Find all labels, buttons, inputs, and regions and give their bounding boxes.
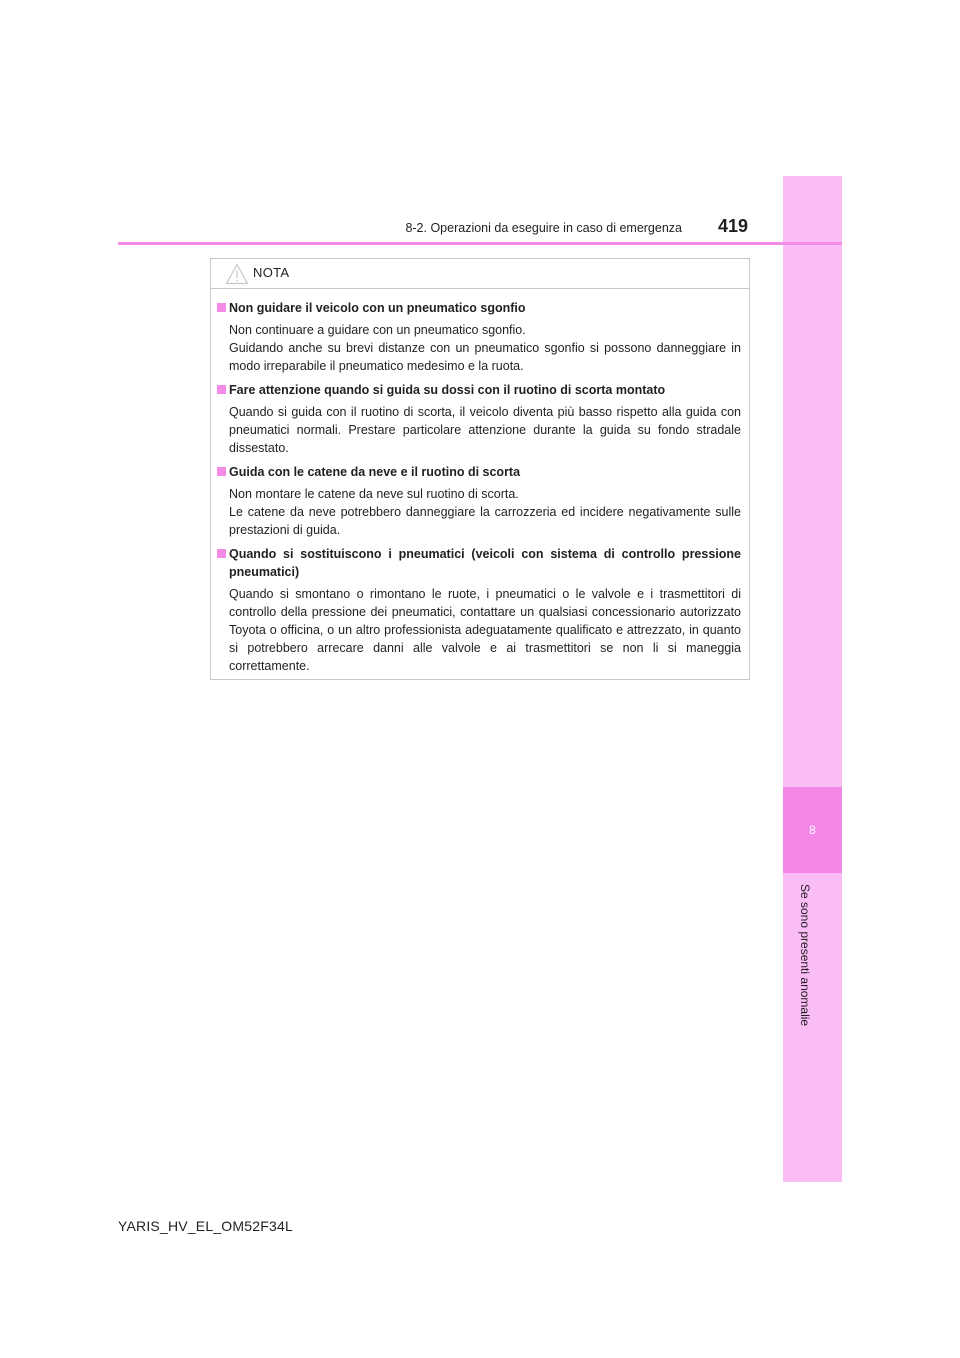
note-header <box>211 259 749 289</box>
chapter-label: Se sono presenti anomalie <box>798 884 812 1027</box>
chapter-number: 8 <box>809 823 816 837</box>
note-body <box>211 289 749 675</box>
square-bullet-icon <box>217 303 226 312</box>
square-bullet-icon <box>217 549 226 558</box>
note-item-heading: Fare attenzione quando si guida su dossi con il ruotino di scorta montato <box>217 381 741 399</box>
note-item-heading: Guida con le catene da neve e il ruotino di scorta <box>217 463 741 481</box>
note-item-text: Quando si smontano o rimontano le ruote, i pneumatici o le valvole e i trasmettitori di controllo della pressione dei pneumatici, contattare un qualsiasi concessionario autorizzato Toyota o officina, o un altro professionista adeguatamente qualificato e attrezzato, in quanto si potrebbero arrecare danni alle valvole e ai trasmettitori se non li si maneggia correttamente. <box>229 587 741 673</box>
note-item <box>217 299 741 375</box>
square-bullet-icon <box>217 467 226 476</box>
document-code: YARIS_HV_EL_OM52F34L <box>118 1218 293 1234</box>
note-box <box>210 258 750 680</box>
note-item <box>217 381 741 457</box>
side-chapter-tab <box>783 176 842 1182</box>
page-number: 419 <box>718 216 749 236</box>
note-item <box>217 463 741 539</box>
warning-triangle-icon <box>225 263 249 285</box>
chapter-number-box <box>783 787 842 873</box>
note-item-heading: Quando si sostituiscono i pneumatici (veicoli con sistema di controllo pressione pneumatici) <box>217 545 741 581</box>
header-section-title: 8-2. Operazioni da eseguire in caso di emergenza <box>405 221 682 235</box>
note-item-heading: Non guidare il veicolo con un pneumatico sgonfio <box>217 299 741 317</box>
note-item-text: Non continuare a guidare con un pneumatico sgonfio. Guidando anche su brevi distanze con un pneumatico sgonfio si possono danneggiare in modo irreparabile il pneumatico medesimo e la ruota. <box>229 323 741 373</box>
note-item-text: Quando si guida con il ruotino di scorta, il veicolo diventa più basso rispetto alla guida con pneumatici normali. Prestare particolare attenzione durante la guida su fondo stradale dissestato. <box>229 405 741 455</box>
square-bullet-icon <box>217 385 226 394</box>
note-title: NOTA <box>253 265 290 280</box>
header-rule <box>118 242 842 245</box>
note-item <box>217 545 741 675</box>
note-item-text: Non montare le catene da neve sul ruotino di scorta. Le catene da neve potrebbero danneggiare la carrozzeria ed incidere negativamente sulle prestazioni di guida. <box>229 487 741 537</box>
